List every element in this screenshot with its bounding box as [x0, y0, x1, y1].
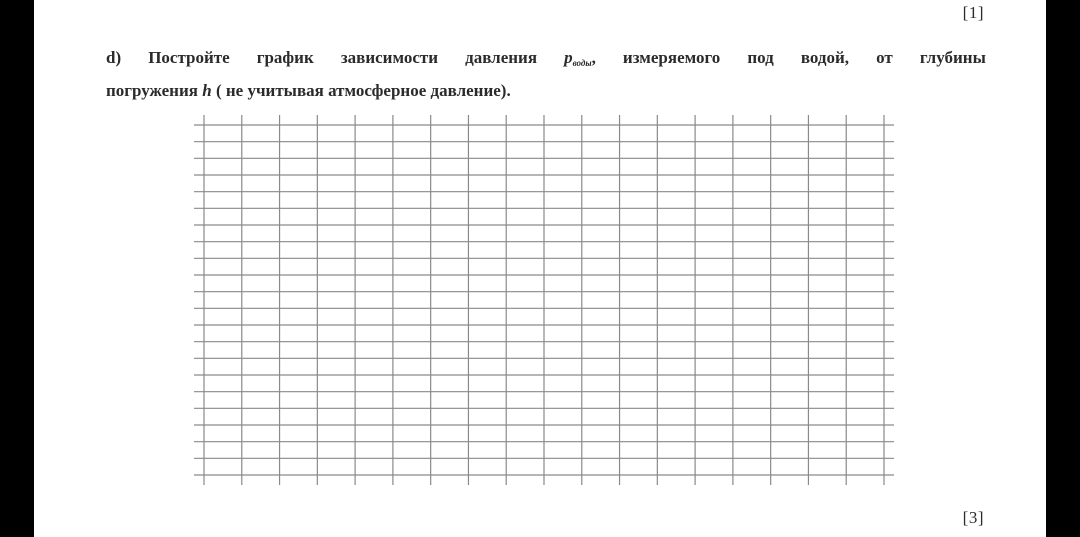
word-2: график	[256, 48, 314, 67]
question-line-2	[106, 77, 986, 104]
word-4: давления	[465, 48, 538, 67]
word-5: измеряемого	[622, 48, 721, 67]
question-line-1	[106, 44, 986, 77]
word-1: Постройте	[148, 48, 230, 67]
pressure-subscript: воды	[572, 58, 592, 68]
word-9: глубины	[919, 48, 986, 67]
word-8: от	[876, 48, 893, 67]
line2-prefix: погружения	[106, 81, 198, 100]
word-7: водой,	[800, 48, 850, 67]
word-3: зависимости	[340, 48, 439, 67]
graph-grid-svg[interactable]	[194, 115, 894, 485]
question-d	[106, 44, 986, 104]
score-marker-bottom: [3]	[962, 508, 984, 527]
part-label: d)	[106, 48, 122, 67]
pressure-symbol: $p_{воды}$,	[564, 48, 596, 68]
line2-suffix: ( не учитывая атмосферное давление).	[215, 81, 511, 100]
worksheet-page	[34, 0, 1046, 537]
score-marker-top: [1]	[962, 3, 984, 22]
depth-variable: h	[202, 81, 212, 100]
graph-grid[interactable]	[194, 115, 894, 485]
word-6: под	[747, 48, 774, 67]
